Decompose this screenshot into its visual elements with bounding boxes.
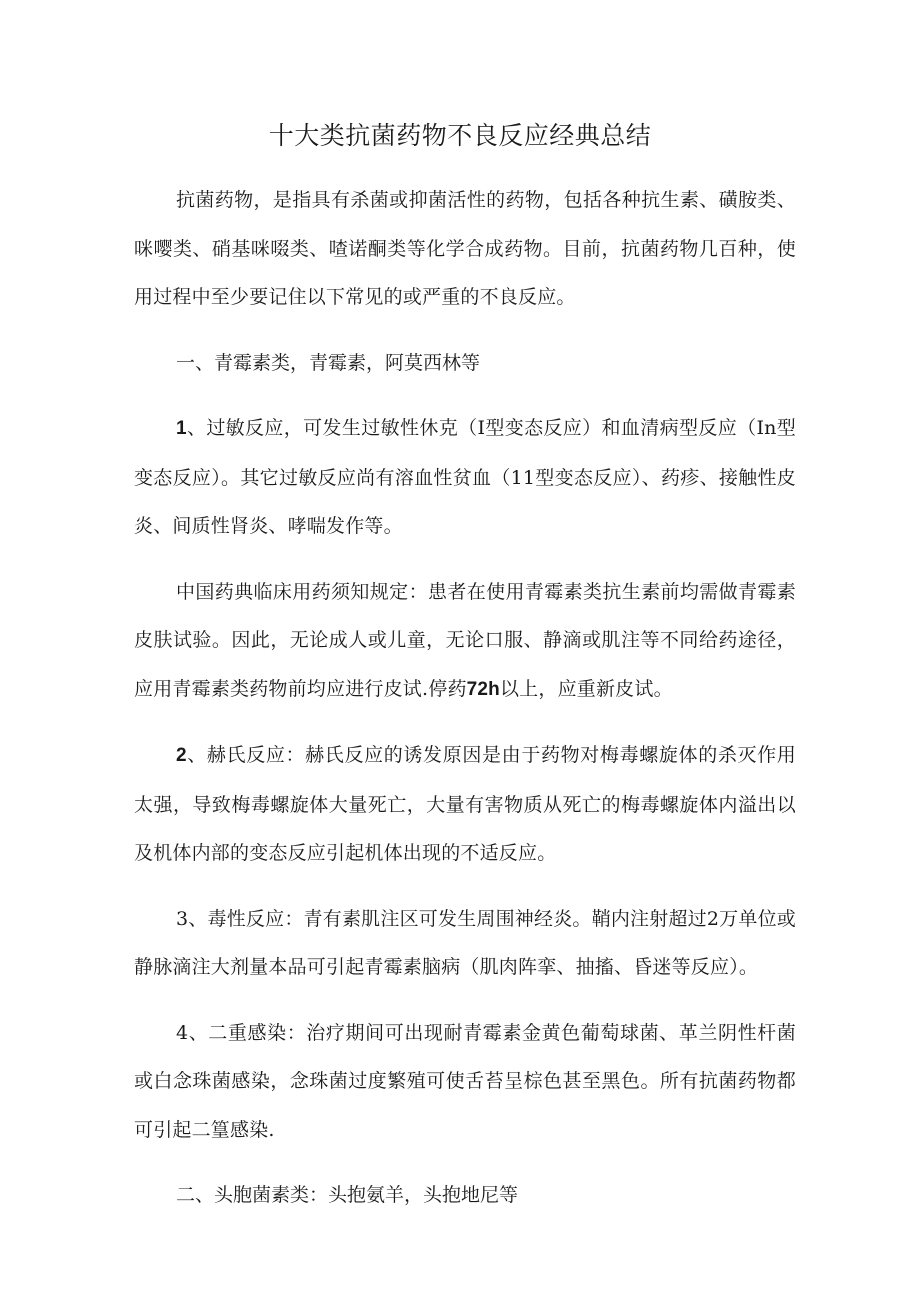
section-heading-penicillin: 一、青霉素类，青霉素，阿莫西林等 bbox=[176, 351, 481, 374]
item-allergic-reaction bbox=[134, 404, 796, 551]
item-superinfection: 4、二重感染：治疗期间可出现耐青霉素金黄色葡萄球菌、革兰阴性杆菌或白念珠菌感染，念珠菌过度繁殖可使舌苔呈棕色甚至黑色。所有抗菌药物都可引起二篁感染. bbox=[134, 1021, 796, 1141]
item-toxic-reaction: 3、毒性反应：青有素肌注区可发生周围神经炎。鞘内注射超过2万单位或静脉滴注大剂量本品可引起青霉素脑病（肌肉阵挛、抽搐、昏迷等反应）。 bbox=[134, 907, 796, 978]
note-text-end: 以上，应重新皮试。 bbox=[499, 677, 673, 700]
section-heading-cephalosporin: 二、头胞菌素类：头抱氨羊，头抱地尼等 bbox=[176, 1184, 519, 1206]
intro-paragraph: 抗菌药物，是指具有杀菌或抑菌活性的药物，包括各种抗生素、磺胺类、咪嘤类、硝基咪啜类、喳诺酮类等化学合成药物。目前，抗菌药物几百种，使用过程中至少要记住以下常见的或严重的不良反应。 bbox=[134, 189, 796, 308]
item-text: 、赫氏反应：赫氏反应的诱发原因是由于药物对梅毒螺旋体的杀灭作用太强，导致梅毒螺旋体大量死亡，大量有害物质从死亡的梅毒螺旋体内溢出以及机体内部的变态反应引起机体出现的不适反应。 bbox=[134, 744, 796, 864]
item-number: 1 bbox=[176, 418, 187, 439]
note-bold-value: 72h bbox=[466, 678, 500, 700]
item-herxheimer-reaction bbox=[134, 731, 796, 878]
note-text: 中国药典临床用药须知规定：患者在使用青霉素类抗生素前均需做青霉素皮肤试验。因此，无论成人或儿童，无论口服、静滴或肌注等不同给药途径，应用青霉素类药物前均应进行皮试.停药 bbox=[134, 580, 796, 700]
document-title: 十大类抗菌药物不良反应经典总结 bbox=[268, 121, 652, 150]
item-text: 、过敏反应，可发生过敏性休克（I型变态反应）和血清病型反应（In型变态反应）。其它过敏反应尚有溶血性贫血（11型变态反应）、药疹、接触性皮炎、间质性肾炎、哮喘发作等。 bbox=[134, 417, 796, 537]
document-body bbox=[134, 176, 796, 1237]
skin-test-note bbox=[134, 568, 796, 715]
item-number: 2 bbox=[176, 745, 187, 766]
